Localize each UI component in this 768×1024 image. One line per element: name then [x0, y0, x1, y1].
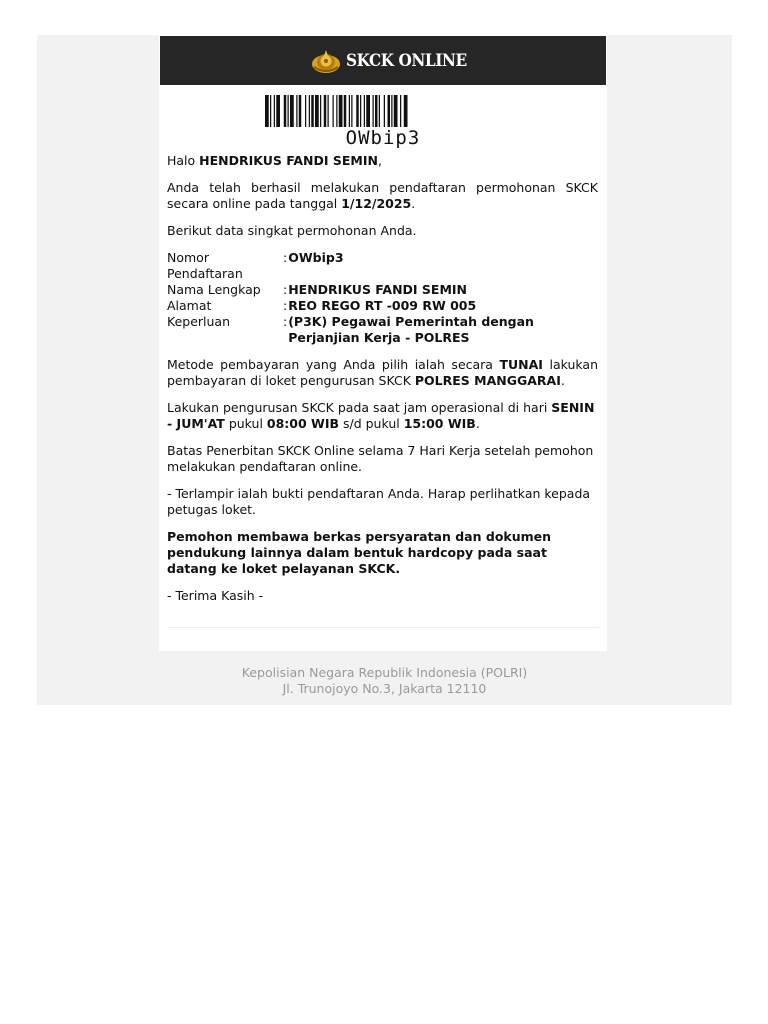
- barcode-bar: [288, 95, 289, 127]
- logo-text: SKCK ONLINE: [346, 51, 467, 71]
- detail-row-purpose: Keperluan : (P3K) Pegawai Pemerintah dengan Perjanjian Kerja - POLRES: [167, 314, 534, 345]
- barcode-bar: [356, 95, 359, 127]
- footer-organization: Kepolisian Negara Republik Indonesia (POLRI): [241, 665, 528, 680]
- schedule-paragraph: Lakukan pengurusan SKCK pada saat jam operasional di hari SENIN - JUM'AT pukul 08:00 WIB s/d pukul 15:00 WIB.: [167, 400, 595, 431]
- barcode-bar: [379, 95, 380, 127]
- barcode-bar: [274, 95, 275, 127]
- skck-logo: [310, 46, 480, 76]
- barcode-bar: [344, 95, 347, 127]
- detail-row-address: Alamat : REO REGO RT -009 RW 005: [167, 298, 477, 313]
- barcode-bar: [296, 95, 297, 127]
- registration-date: 1/12/2025: [341, 196, 412, 211]
- barcode-bar: [276, 95, 280, 127]
- barcode-bar: [375, 95, 378, 127]
- barcode-bar: [333, 95, 334, 127]
- payment-paragraph: Metode pembayaran yang Anda pilih ialah secara TUNAI lakukan pembayaran di loket pengurusan SKCK POLRES MANGGARAI.: [167, 357, 599, 388]
- greeting: Halo HENDRIKUS FANDI SEMIN,: [167, 153, 382, 168]
- attachment-paragraph: - Terlampir ialah bukti pendaftaran Anda. Harap perlihatkan kepada petugas loket.: [167, 486, 591, 517]
- barcode-bar: [349, 95, 350, 127]
- divider: [167, 627, 599, 628]
- barcode-image: [265, 95, 501, 127]
- barcode-bar: [360, 95, 361, 127]
- barcode-bar: [265, 95, 269, 127]
- applicant-name: HENDRIKUS FANDI SEMIN: [199, 153, 378, 168]
- barcode-bar: [366, 95, 370, 127]
- barcode-bar: [328, 95, 329, 127]
- barcode-bar: [309, 95, 310, 127]
- closing-line: - Terima Kasih -: [167, 588, 264, 603]
- email-body: [167, 153, 598, 604]
- email-card: [159, 35, 607, 651]
- detail-row-full-name: Nama Lengkap : HENDRIKUS FANDI SEMIN: [167, 282, 468, 297]
- barcode-bar: [305, 95, 306, 127]
- barcode-bar: [270, 95, 271, 127]
- details-table: [167, 250, 598, 346]
- barcode-bar: [404, 95, 408, 127]
- barcode-bar: [290, 95, 294, 127]
- barcode-bar: [324, 95, 327, 127]
- summary-line: Berikut data singkat permohonan Anda.: [167, 223, 417, 238]
- email-background: [37, 35, 732, 705]
- barcode-bar: [391, 95, 392, 127]
- barcode-bar: [315, 95, 319, 127]
- barcode-bar: [320, 95, 321, 127]
- barcode-code: OWbip3: [345, 127, 421, 149]
- polri-emblem-icon: [310, 47, 342, 75]
- closing-time: 15:00 WIB: [403, 416, 476, 431]
- operating-days: SENIN - JUM'AT: [167, 400, 595, 431]
- payment-method: TUNAI: [499, 357, 543, 372]
- barcode-bar: [311, 95, 314, 127]
- payment-office: POLRES MANGGARAI: [414, 373, 561, 388]
- barcode-bar: [388, 95, 391, 127]
- notice-paragraph: Pemohon membawa berkas persyaratan dan dokumen pendukung lainnya dalam bentuk hardcopy pada saat datang ke loket pelayanan SKCK.: [167, 529, 552, 576]
- deadline-paragraph: Batas Penerbitan SKCK Online selama 7 Hari Kerja setelah pemohon melakukan pendaftaran online.: [167, 443, 594, 474]
- footer-address: Jl. Trunojoyo No.3, Jakarta 12110: [282, 681, 487, 696]
- opening-time: 08:00 WIB: [266, 416, 340, 431]
- barcode-bar: [400, 95, 401, 127]
- barcode-bar: [339, 95, 343, 127]
- detail-row-registration-number: Nomor Pendaftaran : OWbip3: [167, 250, 344, 281]
- barcode-bar: [384, 95, 385, 127]
- intro-paragraph: Anda telah berhasil melakukan pendaftaran permohonan SKCK secara online pada tanggal 1/12/2025.: [167, 180, 598, 211]
- barcode-bar: [299, 95, 302, 127]
- header-bar: [160, 36, 606, 85]
- barcode-bar: [373, 95, 374, 127]
- barcode-bar: [394, 95, 398, 127]
- footer: [37, 665, 732, 697]
- barcode-bar: [364, 95, 365, 127]
- barcode-bar: [351, 95, 352, 127]
- barcode-bar: [284, 95, 287, 127]
- barcode-bar: [336, 95, 337, 127]
